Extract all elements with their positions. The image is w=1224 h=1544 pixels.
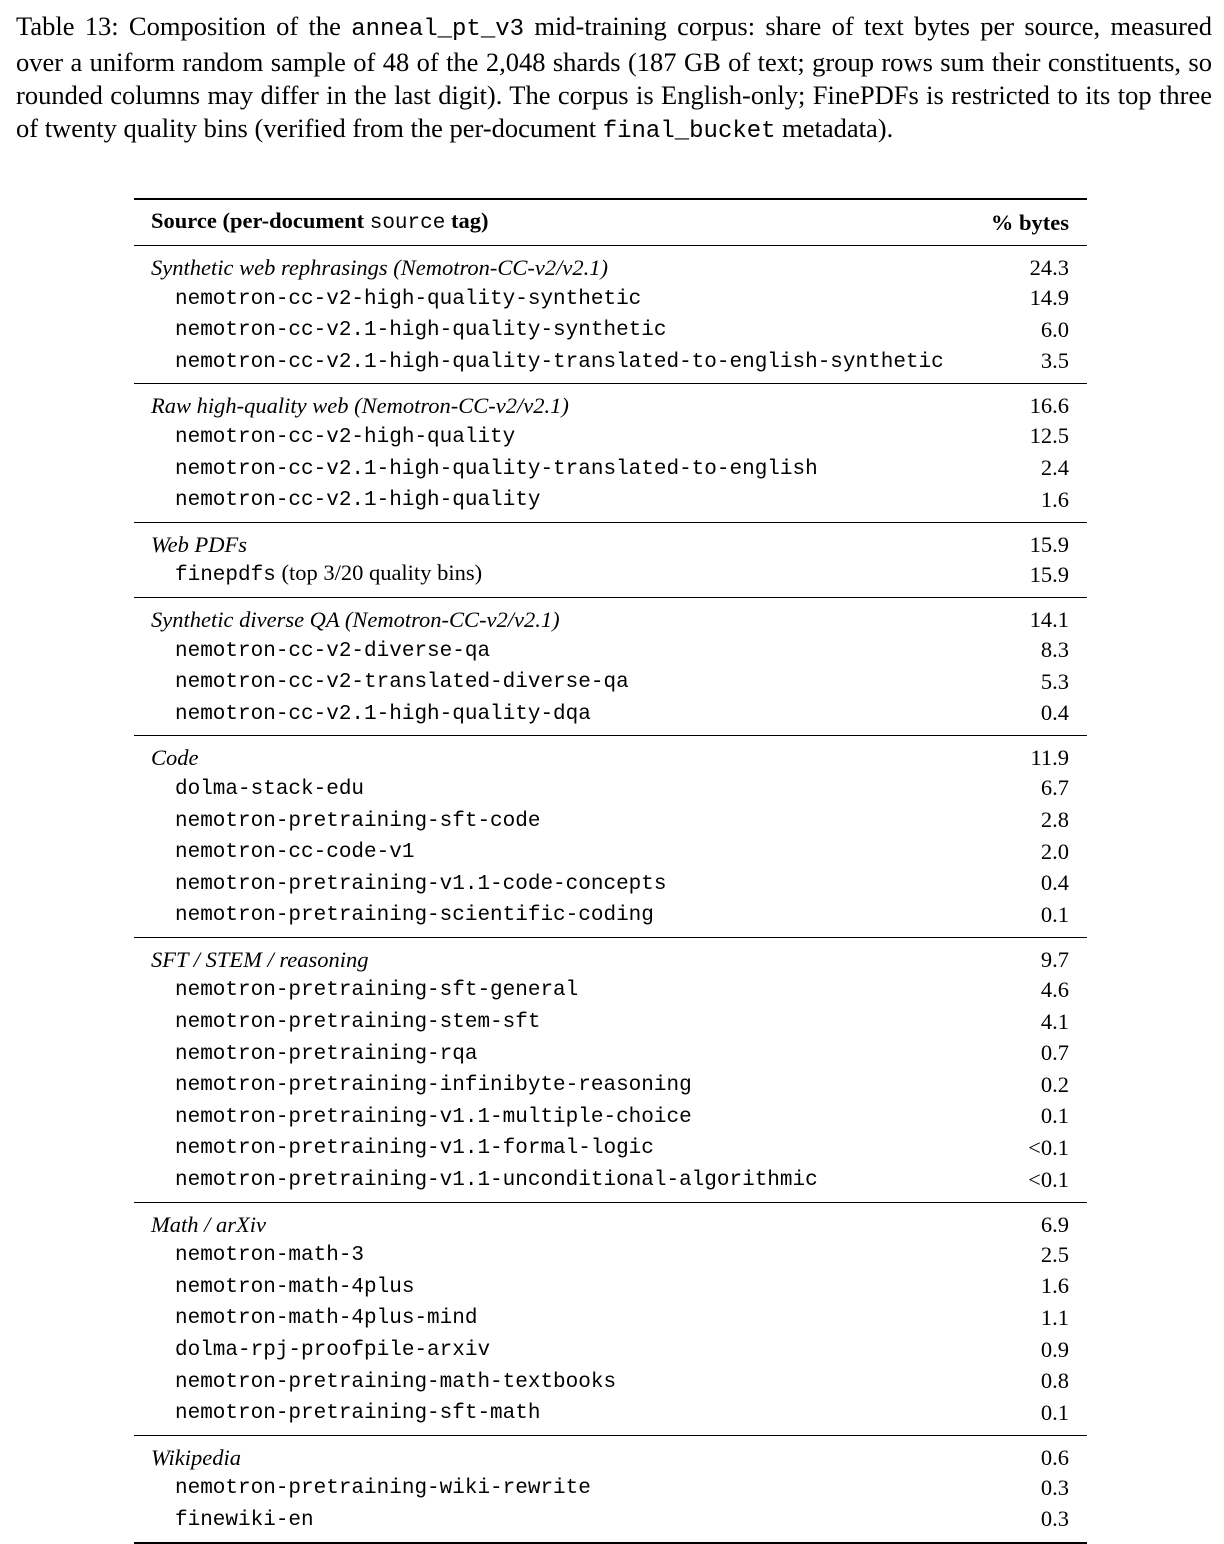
header-bytes: % bytes [949, 199, 1087, 246]
source-name: nemotron-pretraining-infinibyte-reasoning [175, 1074, 692, 1098]
source-name: nemotron-math-3 [175, 1244, 365, 1268]
table-row [134, 1101, 1087, 1133]
bytes-value: 0.7 [1040, 1040, 1069, 1066]
group-name: Synthetic web rephrasings (Nemotron-CC-v2/v2.1) [151, 255, 609, 280]
source-name-wrap [151, 421, 515, 453]
table-row [134, 773, 1087, 805]
header-row [134, 199, 1087, 246]
source-cell [134, 1164, 949, 1202]
source-name-wrap [151, 899, 654, 931]
source-cell [134, 1132, 949, 1164]
header-source-tag: source [369, 212, 446, 235]
table-row [134, 484, 1087, 522]
bytes-value: 15.9 [1029, 561, 1069, 587]
group-value: 14.1 [1029, 606, 1069, 632]
table-row [134, 1366, 1087, 1398]
bytes-value: 14.9 [1029, 285, 1069, 311]
table-group [134, 597, 1087, 735]
table-row [134, 1239, 1087, 1271]
source-cell [134, 868, 949, 900]
source-cell [134, 346, 949, 384]
table-row [134, 899, 1087, 937]
table-row [134, 1132, 1087, 1164]
bytes-value: 1.6 [1040, 486, 1069, 512]
source-cell [134, 1397, 949, 1435]
table-group [134, 522, 1087, 597]
source-name-wrap [151, 1334, 490, 1366]
group-value: 6.9 [1040, 1211, 1069, 1237]
source-name-wrap [151, 1132, 654, 1164]
source-name: nemotron-pretraining-v1.1-multiple-choice [175, 1105, 692, 1129]
source-cell [134, 1334, 949, 1366]
table-row [134, 974, 1087, 1006]
table-group [134, 1435, 1087, 1542]
source-name: nemotron-cc-code-v1 [175, 841, 415, 865]
table-row [134, 1271, 1087, 1303]
table-row [134, 314, 1087, 346]
source-cell [134, 1006, 949, 1038]
group-value: 11.9 [1030, 745, 1069, 771]
source-name-wrap [151, 1397, 540, 1429]
table-row [134, 1397, 1087, 1435]
source-name: finepdfs [175, 564, 276, 588]
bytes-value: 0.4 [1040, 700, 1069, 726]
bytes-value: 4.1 [1040, 1008, 1069, 1034]
bytes-value: 8.3 [1040, 637, 1069, 663]
source-cell [134, 1504, 949, 1543]
bytes-value: 2.4 [1040, 455, 1069, 481]
source-name-wrap [151, 484, 540, 516]
source-cell [134, 283, 949, 315]
source-name: nemotron-pretraining-sft-general [175, 979, 579, 1003]
source-name-wrap [151, 1504, 314, 1536]
group-value: 24.3 [1029, 255, 1069, 280]
table-row [134, 1504, 1087, 1543]
group-row [134, 384, 1087, 421]
table-group [134, 1202, 1087, 1435]
table-row [134, 1334, 1087, 1366]
source-cell [134, 773, 949, 805]
source-name: nemotron-pretraining-wiki-rewrite [175, 1477, 591, 1501]
source-cell [134, 1302, 949, 1334]
source-cell [134, 1101, 949, 1133]
group-value: 0.6 [1040, 1444, 1069, 1470]
group-row [134, 736, 1087, 773]
bytes-value: 0.1 [1040, 1399, 1069, 1425]
group-name: Code [151, 745, 199, 771]
source-name: nemotron-pretraining-v1.1-formal-logic [175, 1137, 654, 1161]
source-name: nemotron-pretraining-math-textbooks [175, 1370, 617, 1394]
group-row [134, 522, 1087, 559]
table-row [134, 1038, 1087, 1070]
source-name-wrap [151, 868, 666, 900]
bytes-value: 6.0 [1040, 316, 1069, 342]
table-row [134, 453, 1087, 485]
table-row [134, 283, 1087, 315]
group-name: Math / arXiv [151, 1211, 266, 1237]
source-cell [134, 421, 949, 453]
group-name: Raw high-quality web (Nemotron-CC-v2/v2.1) [151, 393, 569, 419]
source-name-wrap [151, 666, 629, 698]
bytes-value: 12.5 [1029, 423, 1069, 449]
bytes-value: 5.3 [1040, 668, 1069, 694]
source-cell [134, 974, 949, 1006]
source-name: nemotron-cc-v2.1-high-quality-translated-to-english [175, 457, 818, 481]
source-name: nemotron-pretraining-sft-code [175, 809, 541, 833]
bytes-value: 2.8 [1040, 807, 1069, 832]
header-source-prefix: Source (per-document [151, 208, 370, 233]
bytes-value: 6.7 [1040, 775, 1069, 801]
bytes-value: 0.3 [1040, 1506, 1069, 1532]
group-row [134, 937, 1087, 974]
source-cell [134, 314, 949, 346]
bytes-value: 0.8 [1040, 1368, 1069, 1394]
group-value: 16.6 [1029, 393, 1069, 419]
source-cell [134, 1271, 949, 1303]
table-group [134, 384, 1087, 522]
source-name: finewiki-en [175, 1508, 314, 1532]
caption-prefix: Table 13: Composition of the [16, 11, 352, 41]
source-cell [134, 899, 949, 937]
bytes-value: 2.0 [1040, 838, 1069, 864]
group-name: Synthetic diverse QA (Nemotron-CC-v2/v2.1) [151, 606, 560, 632]
source-name: dolma-stack-edu [175, 777, 365, 801]
source-name: dolma-rpj-proofpile-arxiv [175, 1339, 491, 1362]
table-group [134, 736, 1087, 938]
bytes-value: 0.2 [1040, 1071, 1069, 1097]
source-name: nemotron-pretraining-rqa [175, 1042, 478, 1066]
source-name: nemotron-cc-v2.1-high-quality-dqa [175, 702, 591, 726]
source-name: nemotron-cc-v2-translated-diverse-qa [175, 671, 629, 695]
group-row [134, 597, 1087, 634]
table-row [134, 666, 1087, 698]
group-name: SFT / STEM / reasoning [151, 946, 369, 972]
source-name-wrap [151, 698, 591, 730]
source-name: nemotron-pretraining-sft-math [175, 1402, 541, 1426]
source-cell [134, 484, 949, 522]
source-name-wrap [151, 805, 540, 837]
source-name-wrap [151, 1069, 692, 1101]
table-row [134, 1472, 1087, 1504]
table-row [134, 868, 1087, 900]
source-name: nemotron-cc-v2-high-quality [175, 425, 516, 449]
source-cell [134, 453, 949, 485]
caption-middle: mid-training corpus: share of text bytes per source, measured over a uniform random sample of 48 of the 2,048 shards (187 GB of text; group rows sum their constituents, so rounded columns may differ in the last digit). The corpus is English-only; FinePDFs is restricted to its top three of twenty quality bins (verified from the per-document [16, 11, 1212, 143]
source-name-wrap [151, 346, 944, 378]
source-name-wrap [151, 453, 818, 485]
source-name-wrap [151, 1366, 616, 1398]
source-note: (top 3/20 quality bins) [275, 560, 483, 586]
source-name-wrap [151, 1239, 364, 1271]
table-caption [16, 10, 1212, 148]
source-cell [134, 1472, 949, 1504]
source-cell [134, 1069, 949, 1101]
table-group [134, 937, 1087, 1202]
source-name-wrap [151, 836, 414, 868]
table-row [134, 805, 1087, 837]
group-value: 9.7 [1040, 946, 1069, 972]
source-cell [134, 559, 949, 597]
table-row [134, 421, 1087, 453]
table-header [134, 199, 1087, 246]
source-name: nemotron-cc-v2.1-high-quality-synthetic [175, 319, 667, 343]
bytes-value: 2.5 [1040, 1241, 1069, 1267]
caption-field-name: final_bucket [602, 118, 776, 145]
source-cell [134, 805, 949, 837]
table-row [134, 635, 1087, 667]
source-name-wrap [151, 1038, 477, 1070]
source-name: nemotron-cc-v2-high-quality-synthetic [175, 287, 642, 311]
bytes-value: 0.1 [1040, 1103, 1069, 1129]
source-cell [134, 1038, 949, 1070]
group-value: 15.9 [1029, 531, 1069, 557]
source-cell [134, 635, 949, 667]
source-name-wrap [151, 1101, 692, 1133]
bytes-value: 0.3 [1040, 1474, 1069, 1500]
source-name-wrap [151, 1271, 414, 1303]
bytes-value: 0.1 [1040, 901, 1069, 927]
source-name-wrap [151, 559, 482, 591]
source-name-wrap [151, 1472, 591, 1504]
table-row [134, 1164, 1087, 1202]
bytes-value: 3.5 [1040, 348, 1069, 374]
source-name: nemotron-pretraining-v1.1-code-concepts [175, 872, 667, 896]
caption-corpus-name: anneal_pt_v3 [351, 16, 525, 43]
group-row [134, 246, 1087, 283]
bytes-value: 4.6 [1040, 976, 1069, 1002]
header-source [134, 199, 949, 246]
composition-table [134, 198, 1087, 1544]
source-cell [134, 1239, 949, 1271]
group-name: Wikipedia [151, 1444, 241, 1470]
source-name-wrap [151, 1006, 540, 1038]
table-row [134, 836, 1087, 868]
table-group [134, 246, 1087, 384]
source-name: nemotron-cc-v2.1-high-quality [175, 489, 541, 513]
table-row [134, 698, 1087, 736]
source-name: nemotron-cc-v2.1-high-quality-translated-to-english-synthetic [175, 350, 944, 374]
group-name: Web PDFs [151, 531, 248, 557]
source-name: nemotron-math-4plus [175, 1275, 415, 1299]
source-cell [134, 836, 949, 868]
source-name: nemotron-cc-v2-diverse-qa [175, 639, 491, 663]
source-cell [134, 1366, 949, 1398]
source-name-wrap [151, 1164, 818, 1196]
caption-suffix: metadata). [775, 113, 894, 143]
bytes-value: <0.1 [1028, 1134, 1069, 1160]
source-name-wrap [151, 314, 666, 346]
table-row [134, 1006, 1087, 1038]
header-source-suffix: tag) [445, 208, 489, 233]
source-cell [134, 698, 949, 736]
source-name: nemotron-pretraining-stem-sft [175, 1011, 541, 1035]
bytes-value: 0.4 [1040, 870, 1069, 896]
source-name-wrap [151, 635, 490, 667]
bytes-value: <0.1 [1028, 1166, 1069, 1192]
source-name-wrap [151, 1302, 477, 1334]
table-row [134, 346, 1087, 384]
table-row [134, 559, 1087, 597]
table-row [134, 1069, 1087, 1101]
group-row [134, 1202, 1087, 1239]
source-name-wrap [151, 974, 578, 1006]
source-name-wrap [151, 773, 364, 805]
bytes-value: 0.9 [1040, 1336, 1069, 1362]
table-row [134, 1302, 1087, 1334]
bytes-value: 1.6 [1040, 1273, 1069, 1299]
source-cell [134, 666, 949, 698]
source-name: nemotron-pretraining-scientific-coding [175, 904, 654, 928]
source-name-wrap [151, 283, 641, 315]
bytes-value: 1.1 [1040, 1304, 1069, 1330]
source-name: nemotron-math-4plus-mind [175, 1307, 478, 1331]
source-name: nemotron-pretraining-v1.1-unconditional-algorithmic [175, 1169, 818, 1193]
